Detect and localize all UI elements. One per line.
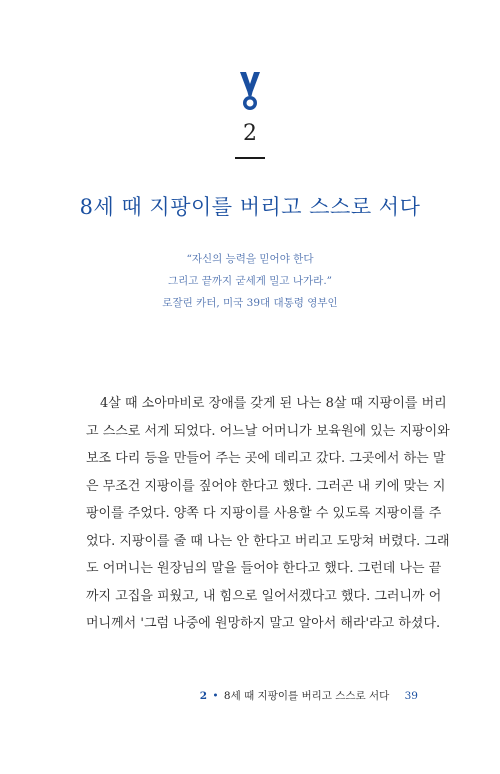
body-paragraph [86, 390, 450, 638]
body-line: 보조 다리 등을 만들어 주는 곳에 데리고 갔다. 그곳에서 하는 말 [86, 451, 446, 466]
epigraph [0, 248, 500, 314]
epigraph-attribution: 로잘린 카터, 미국 39대 대통령 영부인 [162, 297, 338, 309]
medal-icon [238, 70, 262, 112]
epigraph-line: 그리고 끝까지 굳세게 밀고 나가라.” [167, 275, 333, 287]
body-line: 은 무조건 지팡이를 짚어야 한다고 했다. 그러곤 내 키에 맞는 지 [86, 478, 446, 494]
body-line: 머니께서 '그럼 나중에 원망하지 말고 알아서 해라'라고 하셨다. [86, 616, 441, 631]
body-line: 까지 고집을 피웠고, 내 힘으로 일어서겠다고 했다. 그러니까 어 [86, 588, 442, 604]
epigraph-line: “자신의 능력을 믿어야 한다 [186, 253, 314, 265]
body-line: 도 어머니는 원장님의 말을 들어야 한다고 했다. 그런데 나는 끝 [86, 561, 442, 576]
chapter-title: 8세 때 지팡이를 버리고 스스로 서다 [79, 195, 421, 219]
body-line: 4살 때 소아마비로 장애를 갖게 된 나는 8살 때 지팡이를 버리 [100, 396, 447, 411]
body-line: 팡이를 주었다. 양쪽 다 지팡이를 사용할 수 있도록 지팡이를 주 [86, 506, 442, 521]
footer-separator: • [212, 690, 219, 702]
body-line: 었다. 지팡이를 줄 때 나는 안 한다고 버리고 도망쳐 버렸다. 그래 [86, 533, 450, 549]
footer-running-title: 8세 때 지팡이를 버리고 스스로 서다 [223, 690, 390, 702]
page-number: 39 [404, 690, 418, 702]
body-line: 고 스스로 서게 되었다. 어느날 어머니가 보육원에 있는 지팡이와 [86, 423, 450, 439]
chapter-number: 2 [243, 121, 257, 146]
footer-chapter-number: 2 [199, 690, 208, 702]
chapter-divider [235, 157, 265, 159]
running-footer [200, 689, 418, 703]
